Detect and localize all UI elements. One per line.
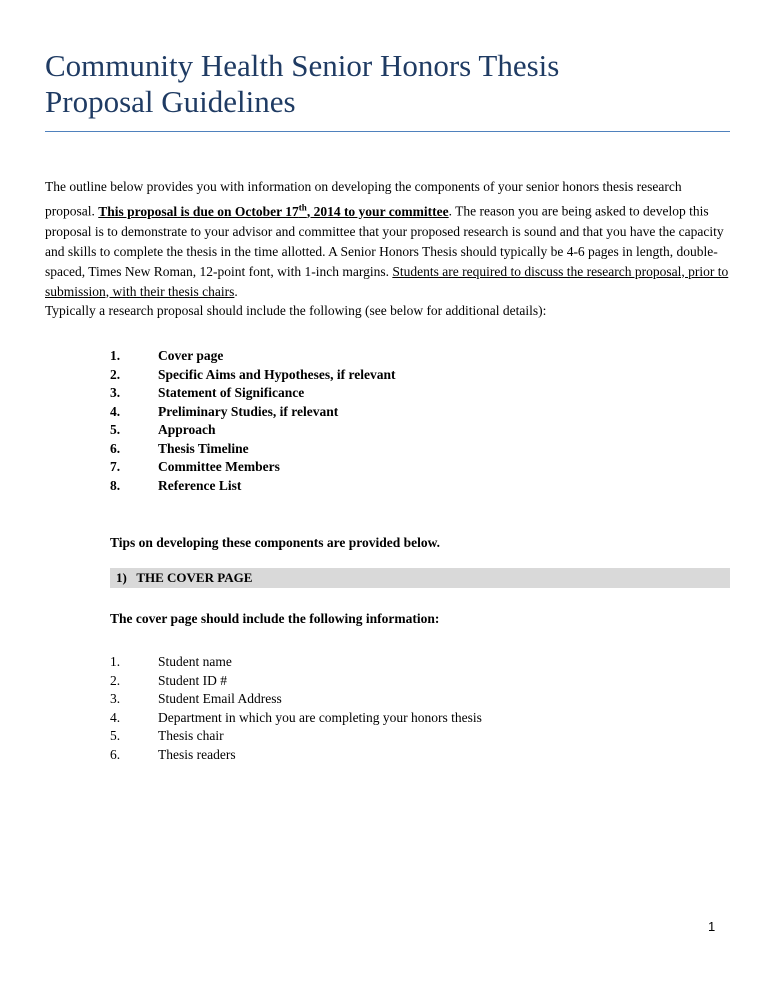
list-item-number: 8. — [110, 477, 121, 493]
list-item — [110, 672, 482, 691]
due-date-suffix: , 2014 to your committee — [306, 203, 449, 219]
list-item-label: Thesis readers — [158, 746, 236, 762]
list-item-number: 3. — [110, 385, 121, 400]
cover-page-items-list — [110, 653, 482, 764]
list-item-label: Thesis chair — [158, 728, 224, 743]
tips-statement: Tips on developing these components are provided below. — [110, 535, 441, 550]
required-discussion-statement: Students are required to discuss the research proposal, prior to submission, with their thesis chairs — [45, 263, 729, 299]
list-item-label: Thesis Timeline — [158, 440, 249, 456]
list-item — [110, 653, 482, 672]
cover-page-intro: The cover page should include the following information: — [110, 611, 440, 626]
list-item-number: 6. — [110, 440, 121, 456]
due-date-prefix: This proposal is due on October 17 — [98, 203, 299, 219]
list-item-number: 3. — [110, 691, 121, 706]
page-number: 1 — [708, 919, 716, 934]
components-list — [110, 347, 396, 495]
list-item — [110, 690, 482, 709]
list-item-number: 1. — [110, 348, 121, 363]
list-item — [110, 440, 396, 459]
list-item-label: Statement of Significance — [158, 385, 305, 400]
list-item-label: Student Email Address — [158, 691, 282, 706]
intro-text-1: The outline below provides you with information on developing the components of your senior honors thesis research proposal. — [45, 179, 682, 219]
section-heading-cover-page: 1) THE COVER PAGE — [110, 568, 730, 588]
list-item — [110, 366, 396, 385]
list-item-label: Specific Aims and Hypotheses, if relevant — [158, 366, 396, 382]
list-item-number: 7. — [110, 459, 121, 474]
page-title — [45, 48, 725, 120]
list-item — [110, 709, 482, 728]
list-item-label: Cover page — [158, 348, 224, 363]
list-item — [110, 347, 396, 366]
title-line-1: Community Health Senior Honors Thesis — [45, 48, 560, 83]
intro-end: . — [234, 283, 238, 299]
list-item-number: 5. — [110, 422, 121, 437]
list-item — [110, 384, 396, 403]
list-item-number: 6. — [110, 746, 121, 762]
list-item — [110, 458, 396, 477]
due-date-superscript: th — [298, 202, 307, 212]
intro-text-2: . The reason you are being asked to develop this proposal is to demonstrate to your advisor and committee that your proposed research is sound and that you have the capacity and skills to complete the thesis in the time allotted. A Senior Honors Thesis should typically be 4-6 pages in length, double-spaced, Times New Roman, 12-point font, with 1-inch margins. — [45, 203, 724, 279]
list-item — [110, 403, 396, 422]
list-item-number: 4. — [110, 403, 121, 419]
list-item-label: Student ID # — [158, 672, 227, 688]
list-item-label: Student name — [158, 654, 232, 669]
list-item — [110, 727, 482, 746]
list-item — [110, 477, 396, 496]
intro-paragraph — [45, 177, 733, 302]
title-line-2: Proposal Guidelines — [45, 84, 296, 119]
list-item-number: 2. — [110, 672, 121, 688]
components-intro: Typically a research proposal should include the following (see below for additional details): — [45, 303, 547, 318]
list-item-number: 5. — [110, 728, 121, 743]
list-item-label: Preliminary Studies, if relevant — [158, 403, 339, 419]
list-item-label: Department in which you are completing your honors thesis — [158, 709, 482, 725]
list-item-number: 1. — [110, 654, 121, 669]
list-item — [110, 746, 482, 765]
list-item-label: Reference List — [158, 477, 242, 493]
title-divider — [45, 131, 730, 132]
list-item-label: Approach — [158, 422, 216, 437]
list-item-label: Committee Members — [158, 459, 280, 474]
list-item — [110, 421, 396, 440]
list-item-number: 2. — [110, 366, 121, 382]
due-date-statement — [98, 204, 448, 219]
list-item-number: 4. — [110, 709, 121, 725]
